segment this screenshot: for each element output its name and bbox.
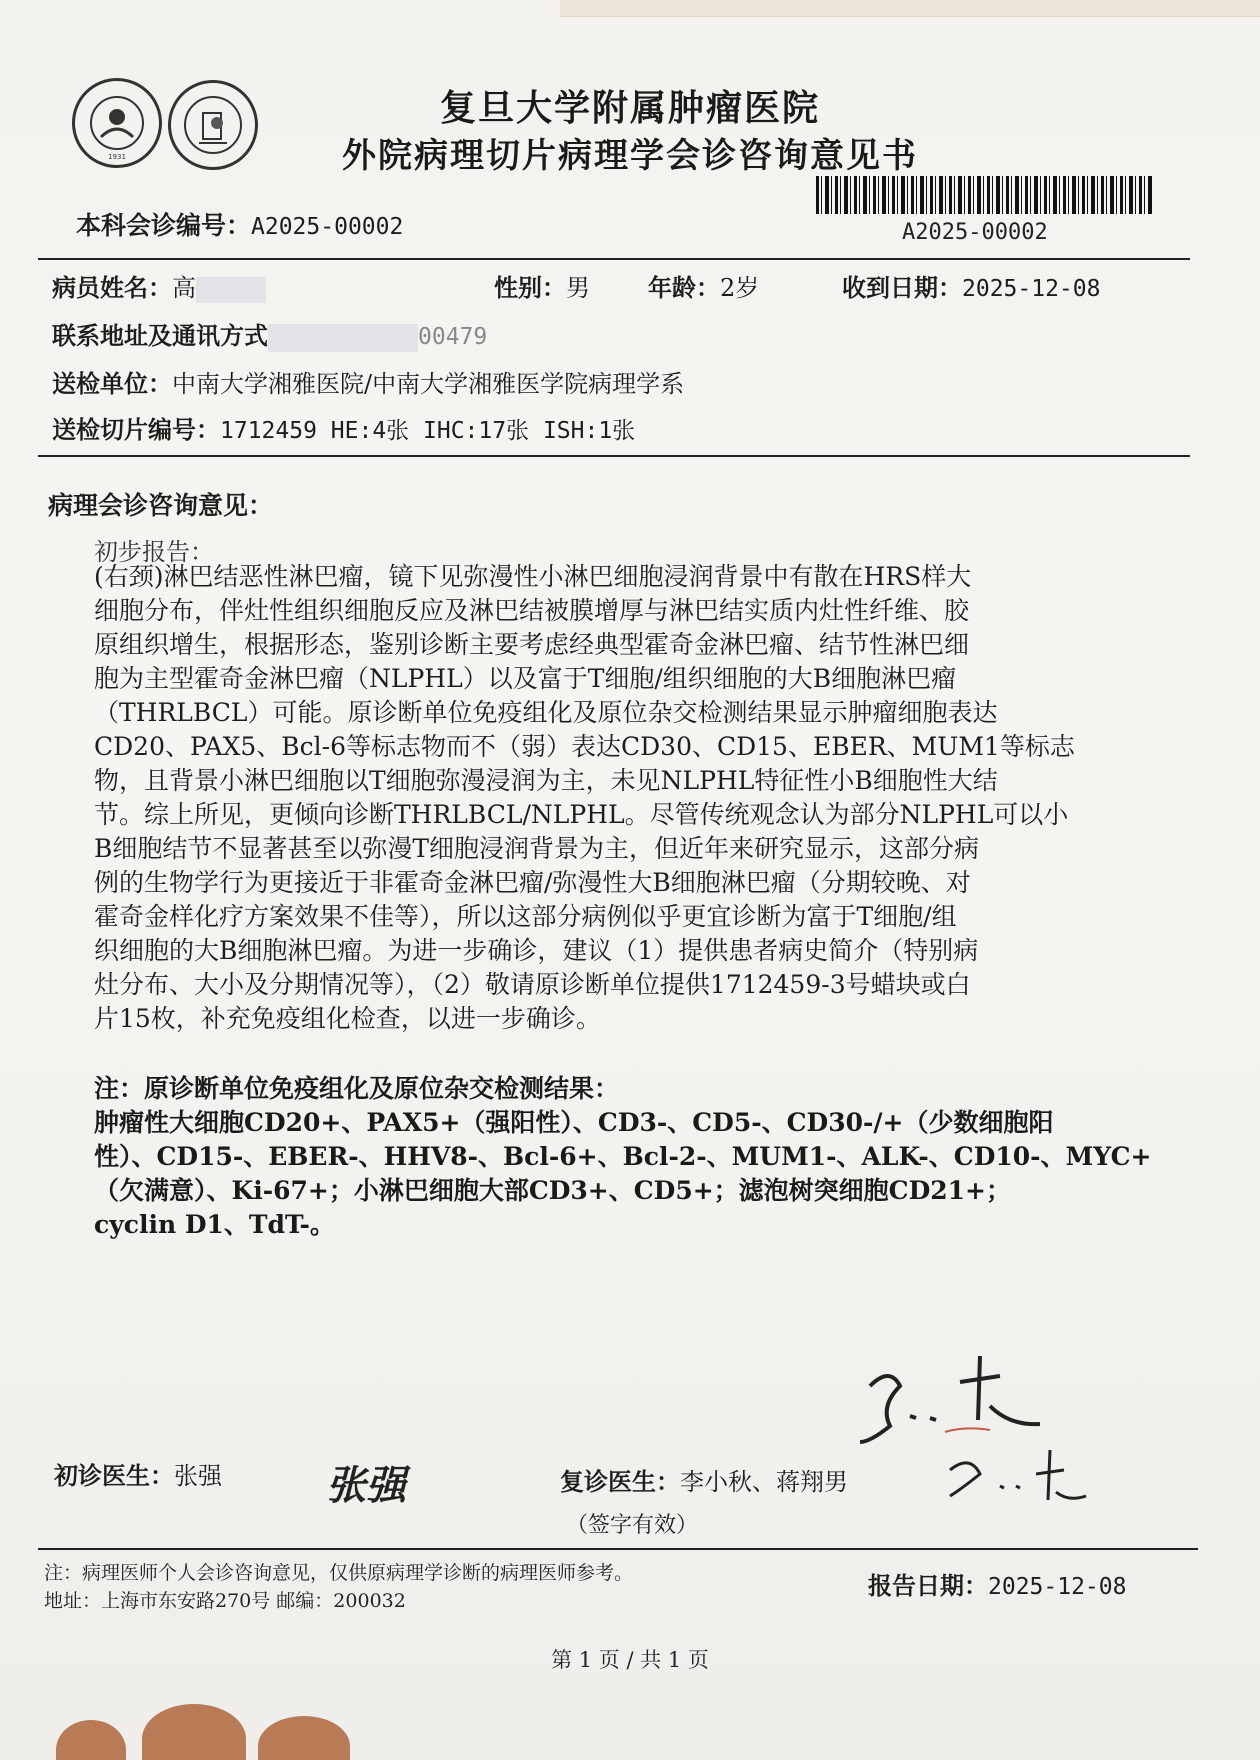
gender-row <box>494 268 590 303</box>
received-date-row <box>842 268 1100 303</box>
slide-number-row <box>52 410 635 445</box>
review-doctor-row <box>560 1462 848 1497</box>
received-date-value: 2025-12-08 <box>962 276 1101 302</box>
initial-doctor-signature: 张强 <box>326 1462 406 1509</box>
opinion-line: 霍奇金样化疗方案效果不佳等），所以这部分病例似乎更宜诊断为富于T细胞/组 <box>94 902 957 931</box>
review-doctor-signature <box>850 1346 1090 1526</box>
divider-bottom <box>38 1548 1198 1550</box>
redaction-block <box>196 277 266 303</box>
gender-label: 性别： <box>494 273 566 302</box>
report-date-value: 2025-12-08 <box>988 1574 1127 1600</box>
svg-text:1931: 1931 <box>108 153 126 161</box>
contact-row <box>52 316 487 352</box>
preliminary-report-label: 初步报告： <box>94 538 214 566</box>
submitting-unit-row <box>52 364 684 399</box>
slide-number-value: 1712459 HE:4张 IHC:17张 ISH:1张 <box>220 418 636 444</box>
page-number: 第 1 页 / 共 1 页 <box>551 1648 709 1672</box>
divider-top <box>38 258 1190 260</box>
signature-valid-note: （签字有效） <box>566 1513 699 1538</box>
slide-number-label: 送检切片编号： <box>52 415 220 444</box>
patient-name-label: 病员姓名： <box>52 273 172 302</box>
opinion-line: 物，且背景小淋巴细胞以T细胞弥漫浸润为主，未见NLPHL特征性小B细胞性大结 <box>94 766 998 795</box>
divider-middle <box>38 455 1190 457</box>
barcode-text: A2025-00002 <box>902 220 1048 245</box>
opinion-line: 胞为主型霍奇金淋巴瘤（NLPHL）以及富于T细胞/组织细胞的大B细胞淋巴瘤 <box>94 664 957 693</box>
case-number-value: A2025-00002 <box>251 214 404 240</box>
ihc-note-line: 性）、CD15-、EBER-、HHV8-、Bcl-6+、Bcl-2-、MUM1-、ALK-、CD10-、MYC+ <box>94 1142 1152 1171</box>
opinion-line: (右颈)淋巴结恶性淋巴瘤，镜下见弥漫性小淋巴细胞浸润背景中有散在HRS样大 <box>94 562 972 591</box>
opinion-line: 片15枚，补充免疫组化检查，以进一步确诊。 <box>94 1004 601 1033</box>
fingertips <box>0 1700 1260 1760</box>
report-date-row <box>868 1566 1126 1601</box>
age-label: 年龄： <box>648 273 720 302</box>
review-doctor-label: 复诊医生： <box>560 1467 680 1496</box>
paper-edge <box>560 0 1260 17</box>
patient-name-value: 高 <box>172 274 196 302</box>
footer-address: 地址：上海市东安路270号 邮编：200032 <box>44 1590 406 1612</box>
received-date-label: 收到日期： <box>842 273 962 302</box>
initial-doctor-label: 初诊医生： <box>54 1461 174 1490</box>
opinion-line: 织细胞的大B细胞淋巴瘤。为进一步确诊，建议（1）提供患者病史简介（特别病 <box>94 936 979 965</box>
opinion-body <box>94 560 1075 1036</box>
opinion-line: 细胞分布，伴灶性组织细胞反应及淋巴结被膜增厚与淋巴结实质内灶性纤维、胶 <box>94 596 970 625</box>
fingertip <box>142 1704 246 1760</box>
opinion-line: 灶分布、大小及分期情况等），（2）敬请原诊断单位提供1712459-3号蜡块或白 <box>94 970 971 999</box>
opinion-line: 原组织增生，根据形态，鉴别诊断主要考虑经典型霍奇金淋巴瘤、结节性淋巴细 <box>94 630 970 659</box>
hospital-name: 复旦大学附属肿瘤医院 <box>439 87 820 129</box>
opinion-line: B细胞结节不显著甚至以弥漫T细胞浸润背景为主，但近年来研究显示，这部分病 <box>94 834 980 863</box>
footer-disclaimer: 注：病理医师个人会诊咨询意见，仅供原病理学诊断的病理医师参考。 <box>44 1562 634 1584</box>
opinion-heading-text: 病理会诊咨询意见： <box>48 491 274 520</box>
gender-value: 男 <box>566 274 590 302</box>
case-number-label: 本科会诊编号： <box>76 211 252 240</box>
opinion-line: CD20、PAX5、Bcl-6等标志物而不（弱）表达CD30、CD15、EBER、MUM1等标志 <box>94 732 1075 761</box>
ihc-note-line: cyclin D1、TdT-。 <box>94 1210 335 1239</box>
ihc-note <box>94 1072 1151 1242</box>
opinion-line: （THRLBCL）可能。原诊断单位免疫组化及原位杂交检测结果显示肿瘤细胞表达 <box>94 698 998 727</box>
ihc-note-line: （欠满意）、Ki-67+；小淋巴细胞大部CD3+、CD5+；滤泡树突细胞CD21+； <box>94 1176 1011 1205</box>
barcode-icon <box>816 176 1152 214</box>
submitting-unit-value: 中南大学湘雅医院/中南大学湘雅医学院病理学系 <box>172 370 685 398</box>
contact-label: 联系地址及通讯方式 <box>52 321 268 350</box>
redaction-block <box>268 324 418 352</box>
document-title: 外院病理切片病理学会诊咨询意见书 <box>342 136 918 176</box>
opinion-line: 例的生物学行为更接近于非霍奇金淋巴瘤/弥漫性大B细胞淋巴瘤（分期较晚、对 <box>94 868 971 897</box>
case-number-row <box>76 206 403 242</box>
ihc-note-heading: 注：原诊断单位免疫组化及原位杂交检测结果： <box>94 1074 620 1103</box>
fingertip <box>56 1720 126 1760</box>
patient-name-row <box>52 268 266 303</box>
report-date-label: 报告日期： <box>868 1571 988 1600</box>
review-doctor-value: 李小秋、蒋翔男 <box>680 1468 848 1496</box>
submitting-unit-label: 送检单位： <box>52 369 172 398</box>
opinion-line: 节。综上所见，更倾向诊断THRLBCL/NLPHL。尽管传统观念认为部分NLPHL可以小 <box>94 800 1069 829</box>
opinion-heading <box>48 486 273 522</box>
age-row <box>648 268 759 303</box>
fingertip <box>258 1716 350 1760</box>
ihc-note-line: 肿瘤性大细胞CD20+、PAX5+（强阳性）、CD3-、CD5-、CD30-/+（少数细胞阳 <box>94 1108 1054 1137</box>
contact-value: 00479 <box>418 324 488 350</box>
age-value: 2岁 <box>720 274 760 302</box>
initial-doctor-row <box>54 1456 222 1491</box>
initial-doctor-value: 张强 <box>174 1462 222 1490</box>
